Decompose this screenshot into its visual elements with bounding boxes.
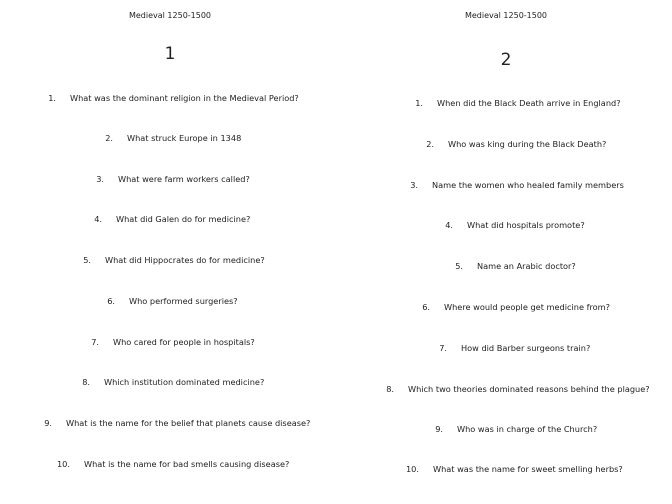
question-text: Who was in charge of the Church? xyxy=(457,424,598,434)
question-number: 3. xyxy=(96,174,104,184)
question-text: What was the dominant religion in the Medieval Period? xyxy=(70,93,299,103)
question-item xyxy=(44,418,311,428)
question-item xyxy=(426,139,607,149)
question-number: 9. xyxy=(44,418,52,428)
question-item xyxy=(455,261,576,271)
page-number: 1 xyxy=(164,44,176,64)
question-text: What did hospitals promote? xyxy=(467,220,585,230)
page-number: 2 xyxy=(500,50,512,70)
question-text: What is the name for the belief that planets cause disease? xyxy=(66,418,311,428)
question-item xyxy=(96,174,250,184)
question-text: What did Hippocrates do for medicine? xyxy=(105,255,265,265)
question-item xyxy=(107,296,238,306)
question-number: 1. xyxy=(415,98,423,108)
question-text: Who cared for people in hospitals? xyxy=(113,337,255,347)
question-text: Name an Arabic doctor? xyxy=(477,261,576,271)
question-item xyxy=(82,377,265,387)
question-item xyxy=(105,133,242,143)
question-text: Who was king during the Black Death? xyxy=(448,139,607,149)
question-number: 10. xyxy=(405,464,419,474)
worksheet-page-2 xyxy=(336,0,672,504)
question-text: Name the women who healed family members xyxy=(432,180,624,190)
question-number: 8. xyxy=(82,377,90,387)
question-number: 7. xyxy=(91,337,99,347)
question-item xyxy=(422,302,611,312)
question-text: What did Galen do for medicine? xyxy=(116,214,251,224)
question-item xyxy=(94,214,251,224)
question-text: Which institution dominated medicine? xyxy=(104,377,265,387)
question-item xyxy=(415,98,621,108)
question-text: What is the name for bad smells causing disease? xyxy=(84,459,290,469)
question-number: 2. xyxy=(426,139,434,149)
question-item xyxy=(405,464,623,474)
question-item xyxy=(83,255,265,265)
question-number: 6. xyxy=(422,302,430,312)
page-header: Medieval 1250-1500 xyxy=(464,11,548,20)
question-item xyxy=(410,180,624,190)
question-number: 3. xyxy=(410,180,418,190)
question-text: What were farm workers called? xyxy=(118,174,250,184)
question-item xyxy=(48,93,299,103)
question-text: How did Barber surgeons train? xyxy=(461,343,591,353)
question-number: 10. xyxy=(56,459,70,469)
page-header: Medieval 1250-1500 xyxy=(128,11,212,20)
question-number: 6. xyxy=(107,296,115,306)
question-text: What struck Europe in 1348 xyxy=(127,133,242,143)
question-item xyxy=(435,424,598,434)
question-item xyxy=(91,337,255,347)
question-number: 8. xyxy=(386,384,394,394)
question-number: 7. xyxy=(439,343,447,353)
question-text: When did the Black Death arrive in England? xyxy=(437,98,621,108)
question-item xyxy=(386,384,650,394)
question-number: 4. xyxy=(445,220,453,230)
question-item xyxy=(439,343,591,353)
question-number: 5. xyxy=(455,261,463,271)
question-item xyxy=(56,459,290,469)
question-number: 4. xyxy=(94,214,102,224)
question-text: Which two theories dominated reasons behind the plague? xyxy=(408,384,650,394)
question-number: 5. xyxy=(83,255,91,265)
question-number: 2. xyxy=(105,133,113,143)
question-text: What was the name for sweet smelling herbs? xyxy=(433,464,623,474)
question-text: Where would people get medicine from? xyxy=(444,302,611,312)
question-number: 1. xyxy=(48,93,56,103)
question-text: Who performed surgeries? xyxy=(129,296,238,306)
question-number: 9. xyxy=(435,424,443,434)
question-item xyxy=(445,220,585,230)
